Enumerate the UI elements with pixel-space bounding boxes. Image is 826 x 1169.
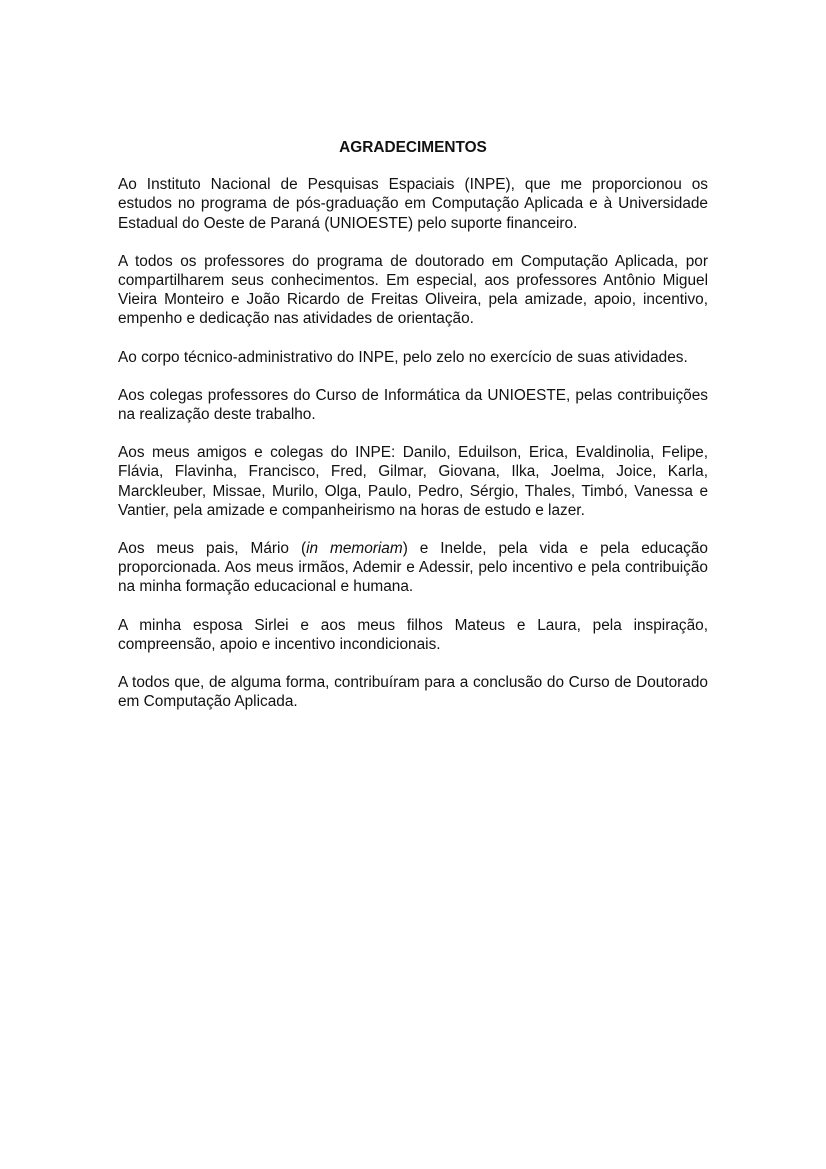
paragraph-inpe: Ao Instituto Nacional de Pesquisas Espaciais (INPE), que me proporcionou os estudos no programa de pós-graduação em Computação Aplicada e à Universidade Estadual do Oeste de Paraná (UNIOESTE) pelo suporte financeiro. <box>118 176 708 232</box>
paragraph-technical-staff: Ao corpo técnico-administrativo do INPE, pelo zelo no exercício de suas atividades. <box>118 348 688 366</box>
paragraph-family: A minha esposa Sirlei e aos meus filhos Mateus e Laura, pela inspiração, compreensão, apoio e incentivo incondicionais. <box>118 616 708 653</box>
parents-text-after: ) e Inelde, pela vida e pela educação proporcionada. Aos meus irmãos, Ademir e Adessir, pelo incentivo e pela contribuição na minha formação educacional e humana. <box>118 540 708 596</box>
in-memoriam-italic: in memoriam <box>306 540 403 558</box>
page-title: AGRADECIMENTOS <box>339 139 487 156</box>
paragraph-unioeste-colleagues: Aos colegas professores do Curso de Informática da UNIOESTE, pelas contribuições na realização deste trabalho. <box>118 386 708 424</box>
parents-text-before: Aos meus pais, Mário ( <box>118 540 307 558</box>
acknowledgements-section <box>118 138 708 730</box>
paragraph-parents <box>118 539 708 597</box>
paragraph-friends: Aos meus amigos e colegas do INPE: Danilo, Eduilson, Erica, Evaldinolia, Felipe, Flávia, Flavinha, Francisco, Fred, Gilmar, Giovana, Ilka, Joelma, Joice, Karla, Marckleuber, Missae, Murilo, Olga, Paulo, Pedro, Sérgio, Thales, Timbó, Vanessa e Vantier, pela amizade e companheirismo na horas de estudo e lazer. <box>118 444 708 519</box>
paragraph-professors: A todos os professores do programa de doutorado em Computação Aplicada, por compartilharem seus conhecimentos. Em especial, aos professores Antônio Miguel Vieira Monteiro e João Ricardo de Freitas Oliveira, pela amizade, apoio, incentivo, empenho e dedicação nas atividades de orientação. <box>118 252 708 328</box>
paragraph-everyone: A todos que, de alguma forma, contribuíram para a conclusão do Curso de Doutorado em Computação Aplicada. <box>118 674 708 711</box>
